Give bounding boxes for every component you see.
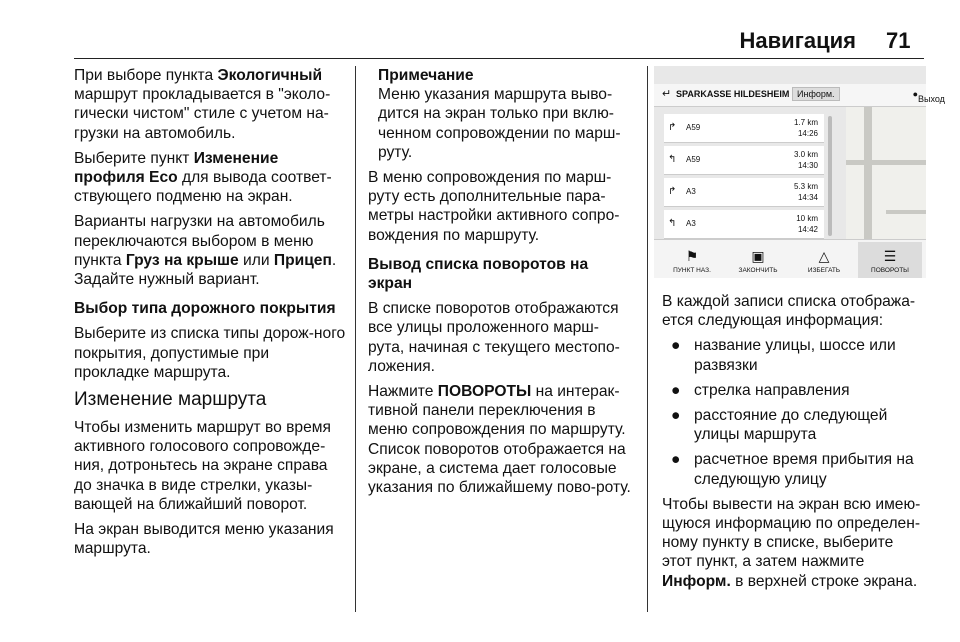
section-title: Навигация [739,28,856,53]
list-item: ● название улицы, шоссе или развязки [671,337,896,374]
navigation-screen-image [654,66,945,278]
paragraph-road-surface: Выберите из списка типы дорож-ного покрытия, допустимые при прокладке маршрута. [74,325,346,381]
paragraph-guidance-options: В меню сопровождения по марш-руту есть дополнительные пара-метры настройки активного сопро-вождения по маршруту. [368,169,620,244]
flag-icon: ⚑ [685,248,699,264]
column-1 [74,66,346,564]
page-number: 71 [886,28,911,53]
info-button[interactable]: Информ. [792,87,840,101]
info-bullet-list [662,336,926,488]
turn-arrow-icon: ↱ [668,186,677,197]
paragraph-route-menu: На экран выводится меню указания маршрута. [74,521,334,558]
stop-icon: ▣ [751,248,765,264]
avoid-button[interactable]: △ ИЗБЕГАТЬ [792,248,856,274]
heading-change-route: Изменение маршрута [74,389,267,411]
exit-button[interactable]: ● Выход [912,89,945,104]
destination-button[interactable]: ⚑ ПУНКТ НАЗ. [660,248,724,274]
back-arrow-icon[interactable]: ↵ [662,88,672,100]
turn-arrow-icon: ↰ [668,218,677,229]
paragraph-press-turns: Нажмите ПОВОРОТЫ на интерак-тивной панели переключения в меню сопровождения по маршруту. Список поворотов отображается на экране, а система дает голосовые указания по ближайшему пово-роту. [368,383,631,497]
list-scrollbar[interactable] [828,116,832,236]
page-header [0,20,960,60]
paragraph-entry-info: В каждой записи списка отобража-ется следующая информация: [662,293,916,330]
turn-list [664,114,824,242]
screen-top-bar [654,84,945,107]
column-divider-2 [647,66,648,612]
list-item: ● стрелка направления [671,381,850,399]
turn-list-item[interactable]: ↱ A3 5.3 km 14:34 [664,178,824,207]
screen-bottom-bar [654,239,926,278]
subheading-road-surface: Выбор типа дорожного покрытия [74,300,336,318]
paragraph-turn-list: В списке поворотов отображаются все улицы проложенного марш-рута, начиная с текущего местопо-ложения. [368,300,620,375]
list-item: ● расстояние до следующей улицы маршрута [671,407,888,444]
list-item: ● расчетное время прибытия на следующую улицу [671,451,914,488]
turn-list-item[interactable]: ↱ A59 1.7 km 14:26 [664,114,824,143]
paragraph-eco: При выборе пункта Экологичный маршрут прокладывается в "эколо-гически чистом" стиле с учетом на-грузки на автомобиль. [74,67,331,142]
turn-arrow-icon: ↰ [668,154,677,165]
paragraph-change-route: Чтобы изменить маршрут во время активного голосового сопровожде-ния, дотроньтесь на экране справа до значка в виде стрелки, указы-вающей на ближайший поворот. [74,419,331,513]
column-divider-1 [355,66,356,612]
turns-button[interactable]: ☰ ПОВОРОТЫ [858,242,922,278]
column-2 [368,66,634,503]
turn-arrow-icon: ↱ [668,122,677,133]
note-body: Меню указания маршрута выво-дится на экран только при вклю-ченном сопровождении по марш-руту. [378,86,621,161]
header-rule [74,58,924,59]
destination-title: SPARKASSE HILDESHEIM [676,89,790,99]
finish-button[interactable]: ▣ ЗАКОНЧИТЬ [726,248,790,274]
turn-list-item[interactable]: ↰ A59 3.0 km 14:30 [664,146,824,175]
subheading-turn-list: Вывод списка поворотов на экран [368,255,589,293]
turn-list-icon: ☰ [883,248,897,264]
note-title: Примечание [378,67,474,84]
note-box [368,66,634,162]
column-3 [662,292,926,597]
warning-icon: △ [818,248,830,264]
paragraph-load: Варианты нагрузки на автомобиль переключаются выбором в меню пункта Груз на крыше или Прицеп. Задайте нужный вариант. [74,213,337,289]
paragraph-eco-profile: Выберите пункт Изменение профиля Eco для вывода соответ-ствующего подменю на экран. [74,149,332,206]
paragraph-show-info: Чтобы вывести на экран всю имею-щуюся информацию по определен-ному пункту в списке, выберите этот пункт, а затем нажмите Информ. в верхней строке экрана. [662,495,921,590]
turn-list-item[interactable]: ↰ A3 10 km 14:42 [664,210,824,239]
